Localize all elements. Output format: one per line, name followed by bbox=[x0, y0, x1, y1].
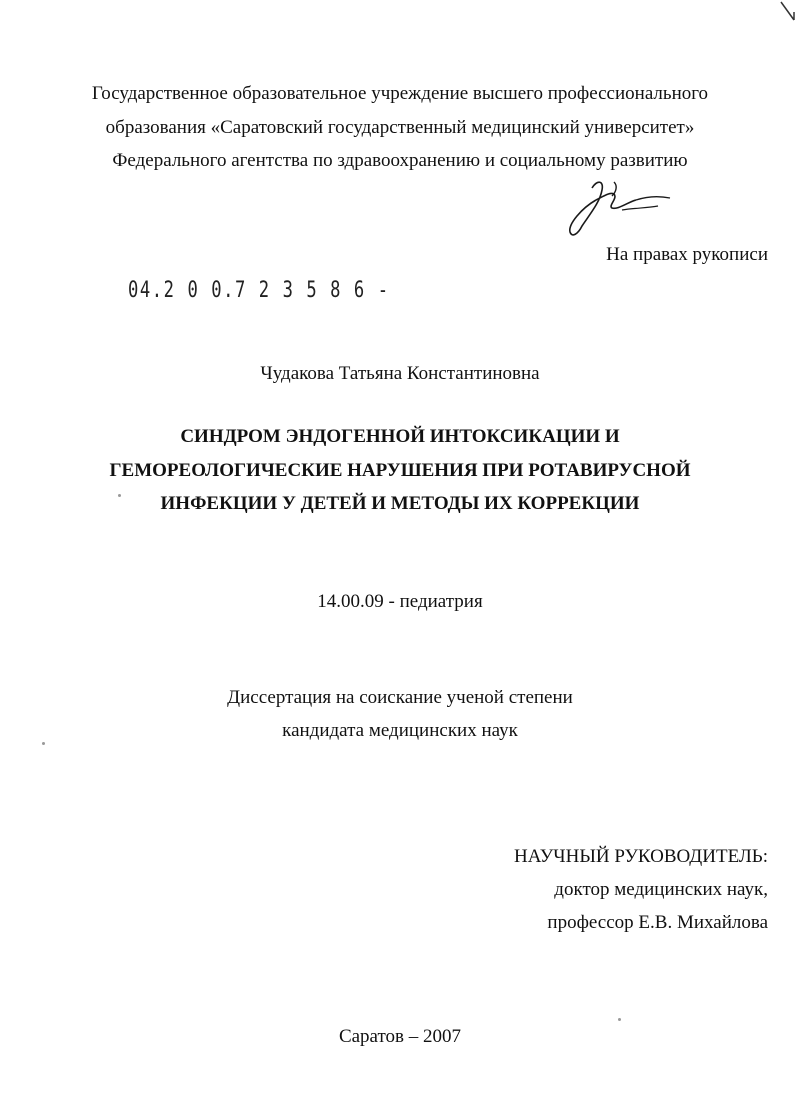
corner-mark-icon bbox=[778, 0, 798, 26]
registration-stamp: 04.2 0 0.7 2 3 5 8 6 - bbox=[128, 278, 390, 303]
institution-line-1: Государственное образовательное учреждение высшего профессионального bbox=[91, 83, 709, 104]
supervisor-name: профессор Е.В. Михайлова bbox=[547, 912, 768, 933]
degree-line-1: Диссертация на соискание ученой степени bbox=[227, 687, 573, 708]
degree-line-2: кандидата медицинских наук bbox=[282, 720, 518, 741]
title-line-2: ГЕМОРЕОЛОГИЧЕСКИЕ НАРУШЕНИЯ ПРИ РОТАВИРУСНОЙ bbox=[109, 460, 691, 481]
supervisor-heading: НАУЧНЫЙ РУКОВОДИТЕЛЬ: bbox=[514, 846, 768, 867]
institution-line-2: образования «Саратовский государственный медицинский университет» bbox=[105, 117, 695, 138]
scan-speck bbox=[618, 1018, 621, 1021]
scan-speck bbox=[42, 742, 45, 745]
specialty: 14.00.09 - педиатрия bbox=[317, 591, 483, 612]
title-line-3: ИНФЕКЦИИ У ДЕТЕЙ И МЕТОДЫ ИХ КОРРЕКЦИИ bbox=[160, 493, 640, 514]
signature-icon bbox=[552, 174, 682, 240]
place-year: Саратов – 2007 bbox=[338, 1026, 462, 1047]
supervisor-degree: доктор медицинских наук, bbox=[554, 879, 768, 900]
manuscript-note: На правах рукописи bbox=[606, 244, 768, 265]
author-name: Чудакова Татьяна Константиновна bbox=[260, 363, 540, 384]
title-line-1: СИНДРОМ ЭНДОГЕННОЙ ИНТОКСИКАЦИИ И bbox=[180, 426, 620, 447]
institution-line-3: Федерального агентства по здравоохранению и социальному развитию bbox=[112, 150, 688, 171]
scan-speck bbox=[118, 494, 121, 497]
